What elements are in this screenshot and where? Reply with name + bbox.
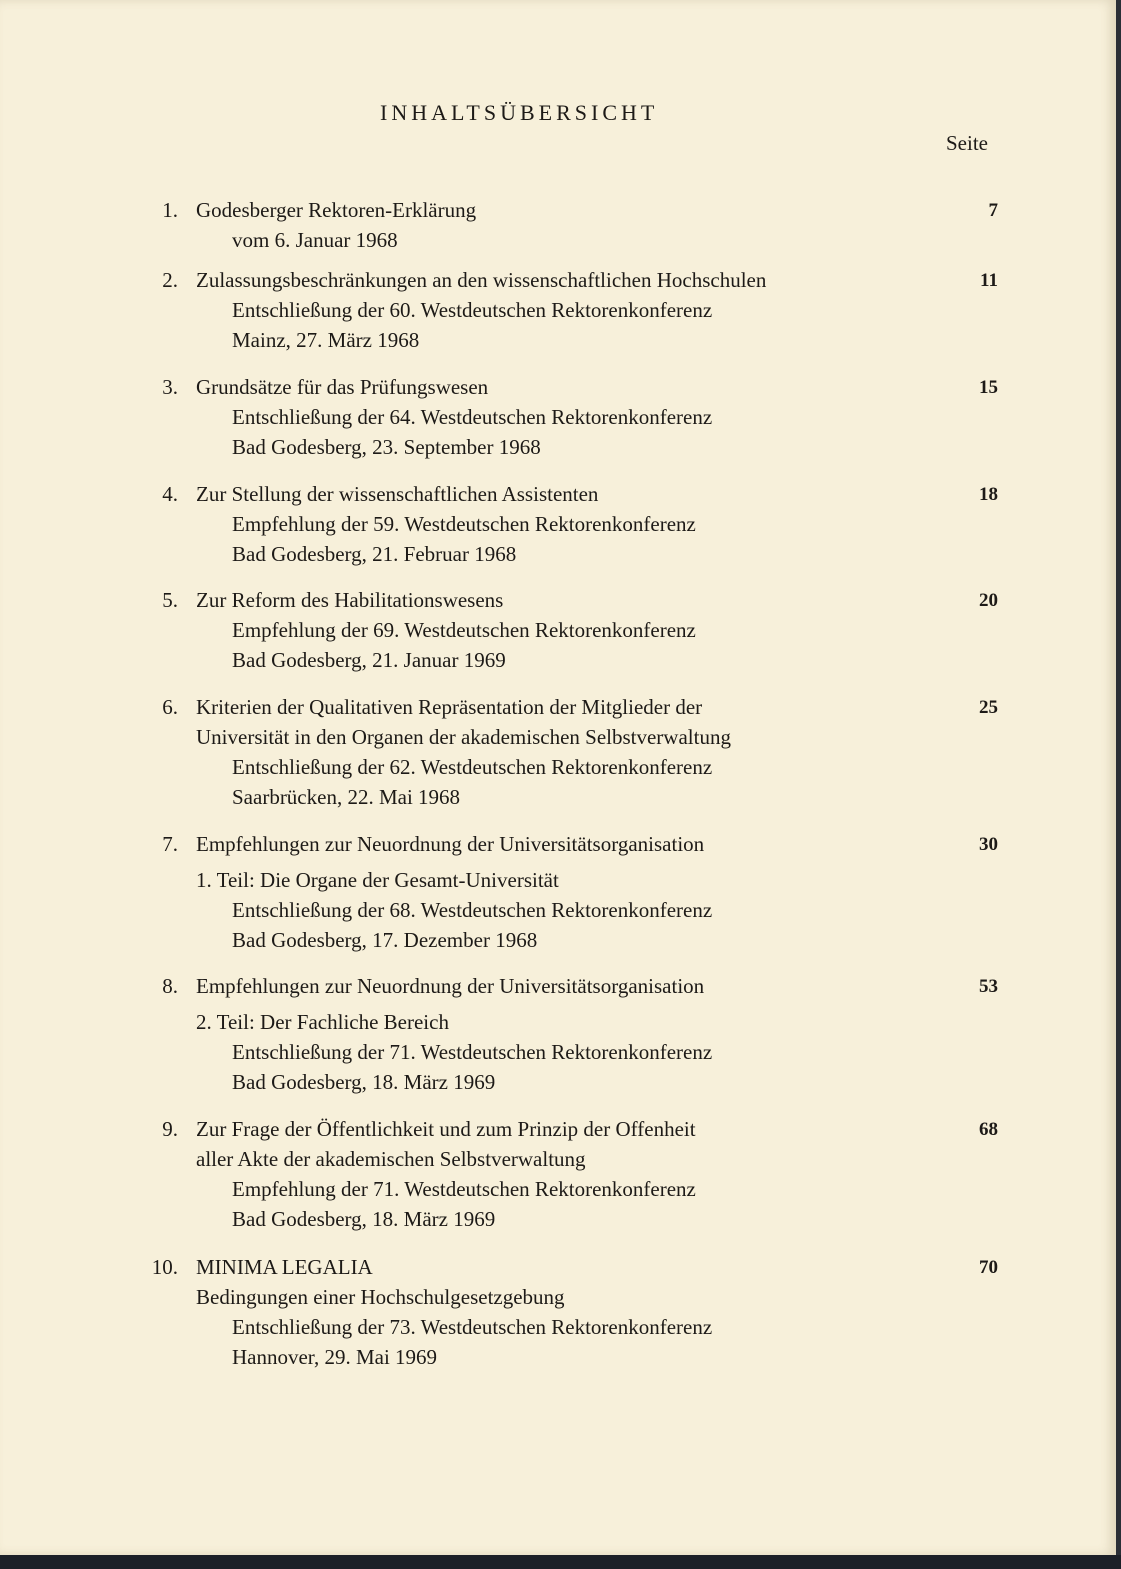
toc-entry-subtitle: Entschließung der 62. Westdeutschen Rektorenkonferenz: [232, 755, 713, 779]
toc-entry-title: aller Akte der akademischen Selbstverwaltung: [196, 1147, 586, 1171]
page-column-label: Seite: [946, 131, 988, 155]
toc-entry-title: Godesberger Rektoren-Erklärung: [196, 198, 477, 222]
toc-entry-subtitle: Entschließung der 68. Westdeutschen Rektorenkonferenz: [232, 898, 713, 922]
toc-entry-subtitle: Entschließung der 73. Westdeutschen Rektorenkonferenz: [232, 1315, 713, 1339]
toc-entry-subtitle: Mainz, 27. März 1968: [232, 328, 420, 352]
toc-entry-page: 15: [979, 377, 998, 398]
toc-entry-number: 1.: [162, 198, 178, 222]
page-edge-right: [1116, 0, 1121, 1569]
toc-entry-subtitle: Bad Godesberg, 17. Dezember 1968: [232, 928, 538, 952]
toc-entry-subtitle: Bad Godesberg, 23. September 1968: [232, 435, 541, 459]
toc-entry-subtitle: Bad Godesberg, 18. März 1969: [232, 1070, 496, 1094]
toc-entry-subtitle: Entschließung der 60. Westdeutschen Rektorenkonferenz: [232, 298, 713, 322]
toc-entry-number: 4.: [162, 482, 178, 506]
toc-entry-number: 9.: [162, 1117, 178, 1141]
toc-entry-number: 6.: [162, 695, 178, 719]
toc-entry-page: 7: [988, 200, 998, 221]
toc-entry-page: 18: [979, 484, 998, 505]
toc-entry-title: Zur Frage der Öffentlichkeit und zum Prinzip der Offenheit: [196, 1117, 696, 1141]
toc-entry-subtitle: Hannover, 29. Mai 1969: [232, 1345, 438, 1369]
page-edge-bottom: [0, 1555, 1121, 1569]
toc-entry-subtitle: Empfehlung der 59. Westdeutschen Rektorenkonferenz: [232, 512, 696, 536]
toc-entry-page: 11: [980, 270, 998, 291]
toc-entry-title: Universität in den Organen der akademischen Selbstverwaltung: [196, 725, 731, 749]
toc-entry-title: Zur Stellung der wissenschaftlichen Assistenten: [196, 482, 599, 506]
toc-entry-number: 5.: [162, 588, 178, 612]
toc-entry-title: Kriterien der Qualitativen Repräsentation der Mitglieder der: [196, 695, 703, 719]
toc-entry-subtitle: Bad Godesberg, 18. März 1969: [232, 1207, 496, 1231]
toc-entry-subtitle: Saarbrücken, 22. Mai 1968: [232, 785, 461, 809]
toc-entry-subtitle: Empfehlung der 71. Westdeutschen Rektorenkonferenz: [232, 1177, 696, 1201]
toc-entry-title: Grundsätze für das Prüfungswesen: [196, 375, 489, 399]
toc-entry-subtitle: Bad Godesberg, 21. Februar 1968: [232, 542, 517, 566]
toc-entry-page: 53: [979, 976, 998, 997]
toc-entry-number: 3.: [162, 375, 178, 399]
page-title: INHALTSÜBERSICHT: [380, 100, 659, 125]
toc-entry-title: 2. Teil: Der Fachliche Bereich: [196, 1010, 449, 1034]
toc-entry-title: Zulassungsbeschränkungen an den wissenschaftlichen Hochschulen: [196, 268, 767, 292]
toc-entry-title: Empfehlungen zur Neuordnung der Universitätsorganisation: [196, 974, 705, 998]
toc-entry-title: Zur Reform des Habilitationswesens: [196, 588, 504, 612]
toc-entry-title: MINIMA LEGALIA: [196, 1255, 373, 1279]
toc-entry-page: 30: [979, 834, 998, 855]
toc-entry-number: 10.: [151, 1255, 178, 1279]
toc-entry-subtitle: Entschließung der 71. Westdeutschen Rektorenkonferenz: [232, 1040, 713, 1064]
toc-entry-title: Bedingungen einer Hochschulgesetzgebung: [196, 1285, 565, 1309]
toc-entry-subtitle: vom 6. Januar 1968: [232, 228, 398, 252]
toc-entry-page: 70: [979, 1257, 998, 1278]
toc-entry-title: Empfehlungen zur Neuordnung der Universitätsorganisation: [196, 832, 705, 856]
toc-entry-title: 1. Teil: Die Organe der Gesamt-Universität: [196, 868, 559, 892]
toc-entry-number: 2.: [162, 268, 178, 292]
toc-entry-subtitle: Bad Godesberg, 21. Januar 1969: [232, 648, 506, 672]
toc-entry-number: 8.: [162, 974, 178, 998]
toc-entry-subtitle: Entschließung der 64. Westdeutschen Rektorenkonferenz: [232, 405, 713, 429]
toc-entry-number: 7.: [162, 832, 178, 856]
toc-entry-page: 68: [979, 1119, 998, 1140]
toc-entry-subtitle: Empfehlung der 69. Westdeutschen Rektorenkonferenz: [232, 618, 696, 642]
toc-entry-page: 25: [979, 697, 998, 718]
toc-entry-page: 20: [979, 590, 998, 611]
